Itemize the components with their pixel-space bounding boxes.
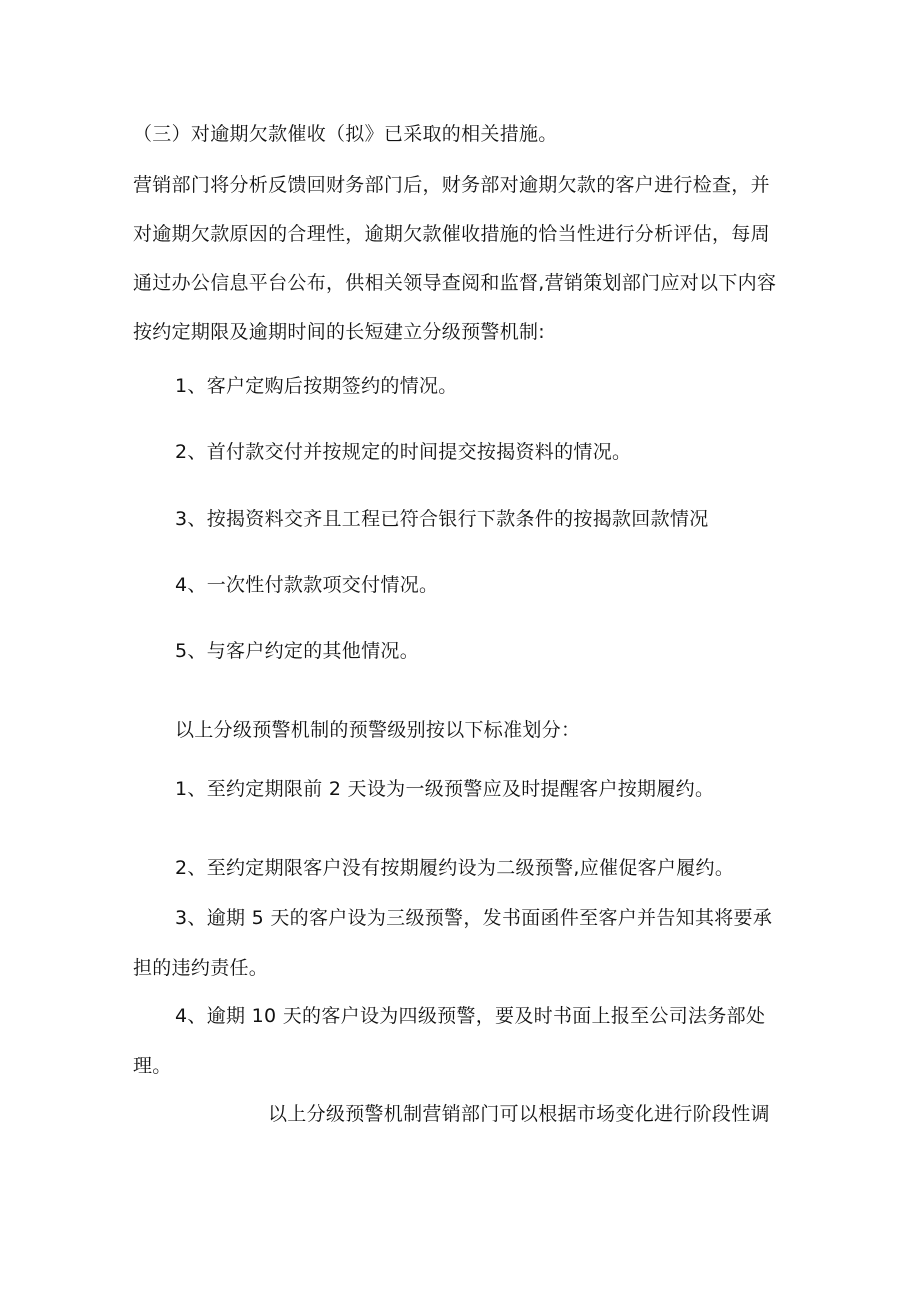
level-item-2: 2、至约定期限客户没有按期履约设为二级预警,应催促客户履约。: [175, 857, 735, 879]
list-item-4: 4、一次性付款款项交付情况。: [175, 574, 439, 596]
list-item-3: 3、按揭资料交齐且工程已符合银行下款条件的按揭款回款情况: [175, 508, 709, 530]
level-item-1: 1、至约定期限前 2 天设为一级预警应及时提醒客户按期履约。: [175, 778, 715, 800]
intro-line-1: 营销部门将分析反馈回财务部门后，财务部对逾期欠款的客户进行检查，并: [133, 174, 770, 196]
level-item-3: 3、逾期 5 天的客户设为三级预警，发书面函件至客户并告知其将要承: [175, 907, 773, 929]
closing-line: 以上分级预警机制营销部门可以根据市场变化进行阶段性调: [268, 1103, 770, 1125]
intro-line-3: 通过办公信息平台公布，供相关领导查阅和监督,营销策划部门应对以下内容: [133, 272, 777, 294]
intro-line-2: 对逾期欠款原因的合理性，逾期欠款催收措施的恰当性进行分析评估，每周: [133, 223, 770, 245]
level-item-4-cont: 理。: [133, 1055, 172, 1077]
list-item-2: 2、首付款交付并按规定的时间提交按揭资料的情况。: [175, 441, 632, 463]
level-item-4: 4、逾期 10 天的客户设为四级预警，要及时书面上报至公司法务部处: [175, 1005, 766, 1027]
list-item-1: 1、客户定购后按期签约的情况。: [175, 375, 458, 397]
list-item-5: 5、与客户约定的其他情况。: [175, 640, 419, 662]
intro-line-4: 按约定期限及逾期时间的长短建立分级预警机制:: [133, 321, 546, 343]
levels-intro: 以上分级预警机制的预警级别按以下标准划分：: [175, 719, 581, 741]
level-item-3-cont: 担的违约责任。: [133, 957, 269, 979]
section-heading: （三）对逾期欠款催收（拟》已采取的相关措施。: [133, 123, 558, 145]
